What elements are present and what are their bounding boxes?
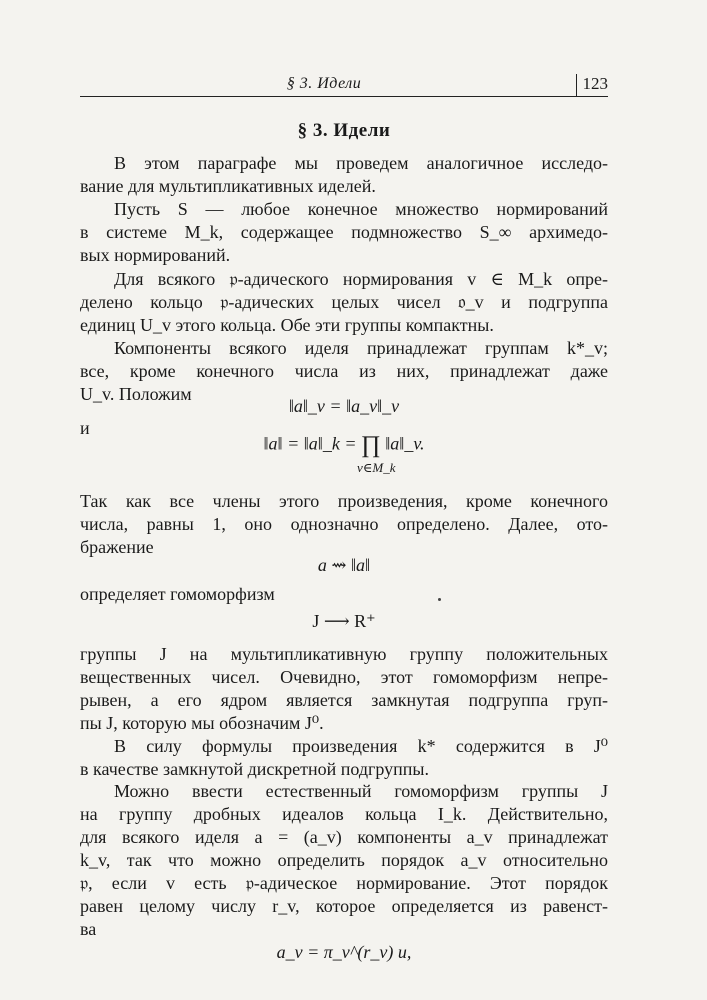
text-line: Так как все члены этого произведения, кроме конечного — [80, 491, 608, 511]
formula-product-left: ‖a‖ = ‖a‖_k = — [263, 433, 361, 454]
product-symbol: ∏ — [360, 432, 381, 458]
text-line: равен целому числу r_v, которое определяется из равенст- — [80, 896, 608, 916]
formula-homomorphism: J ⟶ R⁺ — [312, 611, 376, 631]
text-line: пы J, которую мы обозначим J⁰. — [80, 713, 324, 733]
text-line: U_v. Положим — [80, 384, 192, 404]
running-header-title: § 3. Идели — [286, 75, 362, 92]
text-line: В этом параграфе мы проведем аналогичное исследо- — [114, 153, 608, 173]
text-line: рывен, а его ядром является замкнутая подгруппа груп- — [80, 690, 608, 710]
stray-dot — [438, 598, 441, 601]
text-line: Пусть S — любое конечное множество нормирований — [114, 199, 608, 219]
paragraph-7 — [80, 643, 608, 735]
text-line: В силу формулы произведения k* содержится в J⁰ — [114, 736, 608, 756]
text-line: Для всякого 𝔭-адического нормирования v ∈ M_k опре- — [114, 269, 608, 289]
text-line: Компоненты всякого иделя принадлежат группам k*_v; — [114, 338, 608, 358]
text-line: для всякого иделя a = (a_v) компоненты a_v принадлежат — [80, 827, 608, 847]
page-number: 123 — [576, 74, 609, 96]
text-line: 𝔭, если v есть 𝔭-адическое нормирование. Этот порядок — [80, 873, 608, 893]
text-line: бражение — [80, 537, 154, 557]
text-line: вещественных чисел. Очевидно, этот гомоморфизм непре- — [80, 667, 608, 687]
formula-product-right: ‖a‖_v. — [380, 433, 425, 454]
text-line: в системе M_k, содержащее подмножество S_∞ архимедо- — [80, 222, 608, 242]
text-line: группы J на мультипликативную группу положительных — [80, 644, 608, 664]
paragraph-3 — [80, 268, 608, 337]
text-line: в качестве замкнутой дискретной подгруппы. — [80, 759, 430, 779]
text-line: делено кольцо 𝔭-адических целых чисел 𝔬_v и подгруппа — [80, 292, 608, 312]
text-line: определяет гомоморфизм — [80, 584, 275, 604]
paragraph-1 — [80, 152, 608, 198]
formula-valuation: a_v = π_v^(r_v) u, — [276, 942, 412, 962]
text-line: вых нормирований. — [80, 245, 231, 265]
paragraph-5 — [80, 490, 608, 559]
running-header — [80, 74, 608, 97]
text-line: на группу дробных идеалов кольца I_k. Действительно, — [80, 804, 608, 824]
paragraph-9 — [80, 780, 608, 941]
text-line: Можно ввести естественный гомоморфизм группы J — [114, 781, 608, 801]
paragraph-8 — [80, 735, 608, 781]
text-line: числа, равны 1, оно однозначно определено. Далее, ото- — [80, 514, 608, 534]
text-line: все, кроме конечного числа из них, принадлежат даже — [80, 361, 608, 381]
formula-norm-component: ‖a‖_v = ‖a_v‖_v — [288, 396, 400, 416]
text-line: ва — [80, 919, 97, 939]
product-subscript: v∈M_k — [356, 460, 396, 475]
formula-map: a ⇝ ‖a‖ — [317, 555, 371, 575]
text-line: единиц U_v этого кольца. Обе эти группы компактны. — [80, 315, 494, 335]
connector-word: и — [80, 418, 90, 438]
formula-product — [80, 432, 608, 475]
text-line: вание для мультипликативных иделей. — [80, 176, 376, 196]
section-title: § 3. Идели — [297, 120, 391, 141]
product-symbol-group — [356, 432, 396, 475]
paragraph-2 — [80, 198, 608, 267]
text-line: k_v, так что можно определить порядок a_v относительно — [80, 850, 608, 870]
